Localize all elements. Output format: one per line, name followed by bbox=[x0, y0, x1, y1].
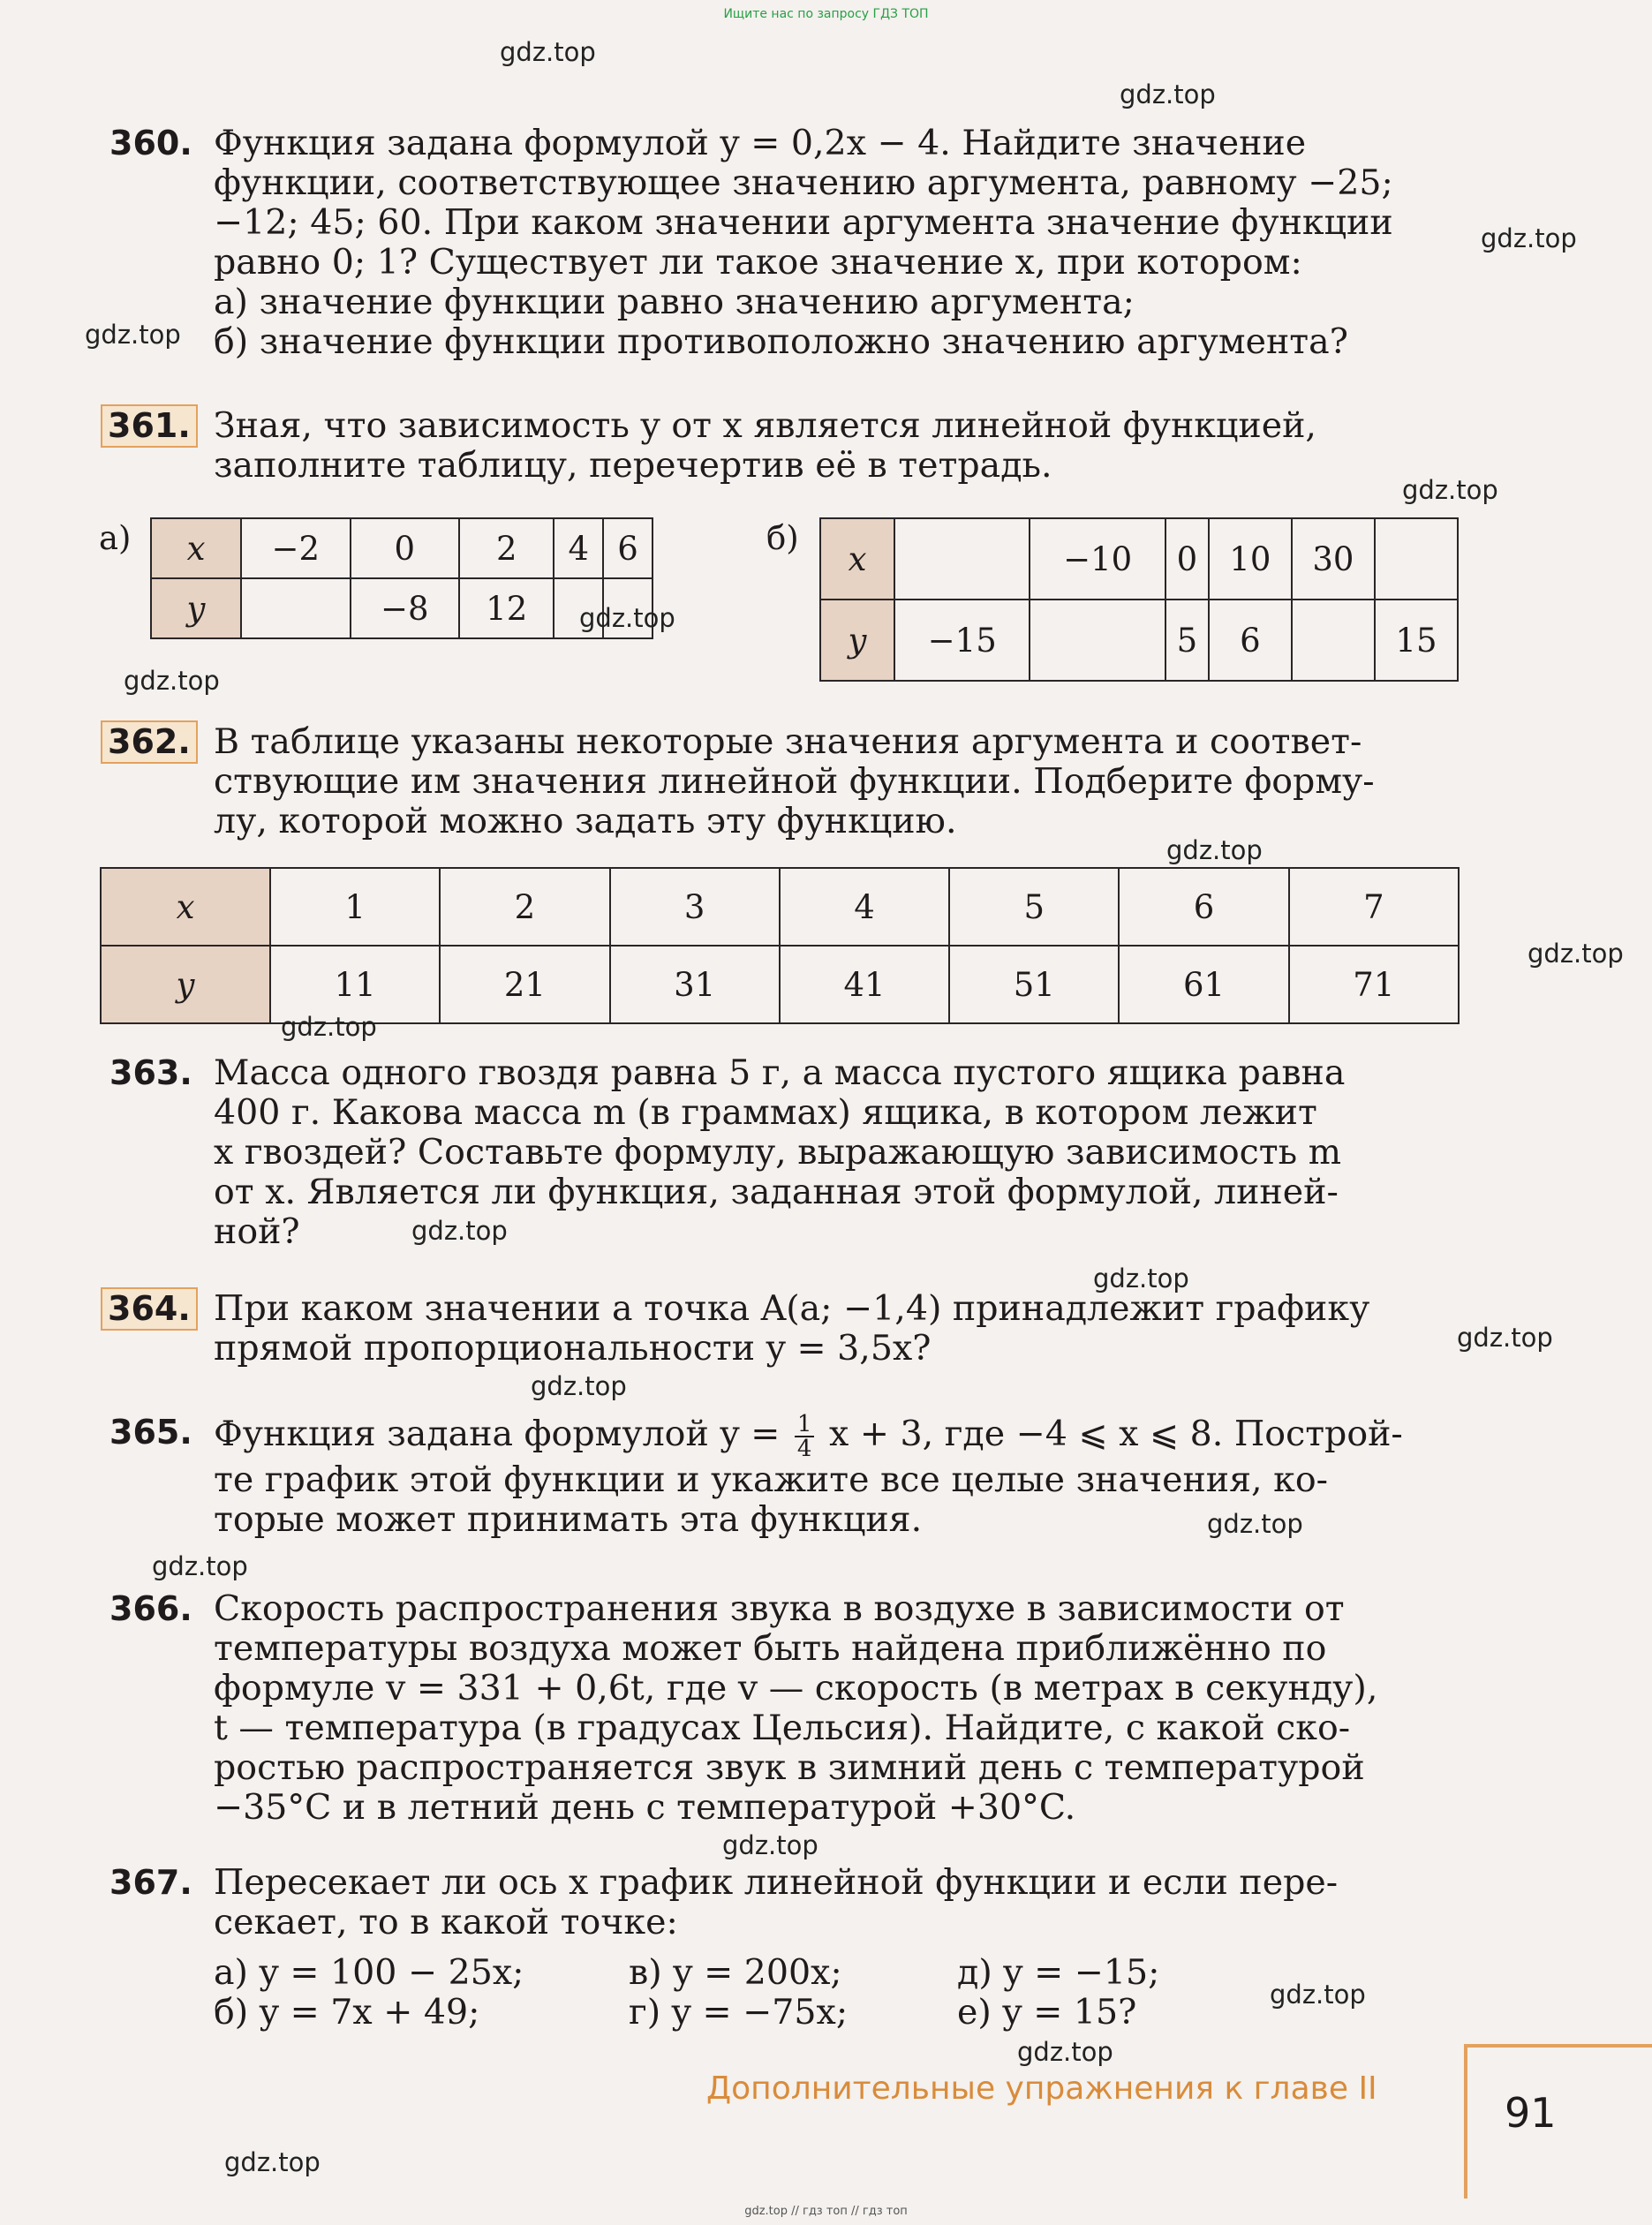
y-header: y bbox=[101, 946, 270, 1023]
table-cell: 0 bbox=[1165, 518, 1209, 600]
exercise-number: 367. bbox=[109, 1863, 192, 1902]
text-line: лу, которой можно задать эту функцию. bbox=[214, 801, 957, 841]
table-cell: 1 bbox=[270, 868, 440, 946]
exercise-text bbox=[214, 1589, 1460, 1828]
x-header: x bbox=[101, 868, 270, 946]
text-line bbox=[214, 1413, 1460, 1460]
table-cell: −10 bbox=[1030, 518, 1165, 600]
table-cell: 51 bbox=[949, 946, 1119, 1023]
text-line: 400 г. Какова масса m (в граммах) ящика, в котором лежит bbox=[214, 1092, 1317, 1133]
watermark: gdz.top bbox=[1402, 475, 1498, 505]
table-362 bbox=[100, 867, 1460, 1024]
watermark: gdz.top bbox=[1481, 223, 1577, 253]
text-line: t — температура (в градусах Цельсия). Найдите, с какой ско- bbox=[214, 1708, 1351, 1748]
option-a: а) y = 100 − 25x; bbox=[214, 1952, 524, 1993]
exercise-360 bbox=[109, 124, 1460, 362]
table-cell: 10 bbox=[1209, 518, 1292, 600]
exercise-text bbox=[214, 406, 1460, 486]
table-cell: −8 bbox=[351, 578, 460, 638]
exercise-number: 362. bbox=[101, 720, 198, 764]
fraction bbox=[795, 1413, 815, 1460]
fraction-denominator: 4 bbox=[796, 1436, 812, 1462]
watermark: gdz.top bbox=[1457, 1323, 1553, 1353]
text-line: от x. Является ли функция, заданная этой формулой, линей- bbox=[214, 1172, 1339, 1212]
exercise-number: 361. bbox=[101, 404, 198, 448]
table-361a bbox=[150, 517, 653, 639]
table-cell: 2 bbox=[440, 868, 609, 946]
watermark: gdz.top bbox=[1270, 1980, 1366, 2010]
table-cell: 41 bbox=[780, 946, 949, 1023]
table-cell: 71 bbox=[1289, 946, 1459, 1023]
table-cell: −2 bbox=[241, 518, 351, 578]
text-line: заполните таблицу, перечертив её в тетрадь. bbox=[214, 445, 1052, 486]
table-cell: 0 bbox=[351, 518, 460, 578]
exercise-number: 363. bbox=[109, 1053, 192, 1092]
text-line: В таблице указаны некоторые значения аргумента и соответ- bbox=[214, 721, 1362, 762]
formula-start: Функция задана формулой y = bbox=[214, 1414, 781, 1454]
watermark: gdz.top bbox=[1093, 1263, 1189, 1294]
fraction-numerator: 1 bbox=[795, 1413, 815, 1437]
watermark: gdz.top bbox=[152, 1551, 248, 1581]
watermark: gdz.top bbox=[579, 603, 675, 633]
text-line: x гвоздей? Составьте формулу, выражающую зависимость m bbox=[214, 1132, 1342, 1173]
footer-rule bbox=[1464, 2044, 1652, 2048]
text-line: формуле v = 331 + 0,6t, где v — скорость (в метрах в секунду), bbox=[214, 1668, 1378, 1708]
table-cell: 5 bbox=[949, 868, 1119, 946]
exercise-text bbox=[214, 1053, 1460, 1252]
formula-end: x + 3, где −4 ⩽ x ⩽ 8. Построй- bbox=[829, 1414, 1403, 1454]
table-cell: 7 bbox=[1289, 868, 1459, 946]
text-line: Скорость распространения звука в воздухе в зависимости от bbox=[214, 1588, 1345, 1629]
table-cell bbox=[894, 518, 1030, 600]
exercise-364 bbox=[109, 1289, 1460, 1369]
watermark: gdz.top bbox=[85, 320, 181, 350]
table-cell: 61 bbox=[1119, 946, 1288, 1023]
table-cell: 12 bbox=[459, 578, 554, 638]
text-line: те график этой функции и укажите все целые значения, ко- bbox=[214, 1459, 1328, 1500]
text-line: При каком значении a точка A(a; −1,4) принадлежит графику bbox=[214, 1288, 1370, 1329]
watermark: gdz.top bbox=[1207, 1509, 1303, 1539]
exercise-number: 366. bbox=[109, 1589, 192, 1628]
text-line: ной? bbox=[214, 1211, 300, 1252]
option-d: д) y = −15; bbox=[957, 1952, 1160, 1993]
exercise-text bbox=[214, 1863, 1460, 1942]
text-line: Зная, что зависимость y от x является линейной функцией, bbox=[214, 405, 1316, 446]
table-cell: 30 bbox=[1292, 518, 1375, 600]
table-361b bbox=[819, 517, 1459, 682]
exercise-text bbox=[214, 124, 1460, 362]
exercise-363 bbox=[109, 1053, 1460, 1252]
watermark: gdz.top bbox=[1120, 79, 1216, 109]
watermark: gdz.top bbox=[224, 2147, 321, 2177]
table-cell bbox=[241, 578, 351, 638]
y-header: y bbox=[151, 578, 241, 638]
watermark: gdz.top bbox=[500, 37, 596, 67]
text-line: секает, то в какой точке: bbox=[214, 1902, 678, 1942]
table-cell: 4 bbox=[780, 868, 949, 946]
bottom-banner: gdz.top // гдз топ // гдз топ bbox=[744, 2205, 908, 2218]
text-line: прямой пропорциональности y = 3,5x? bbox=[214, 1328, 932, 1369]
options-367 bbox=[214, 1953, 1273, 2033]
watermark: gdz.top bbox=[1166, 835, 1263, 865]
text-line: −12; 45; 60. При каком значении аргумента значение функции bbox=[214, 202, 1393, 243]
text-line: ростью распространяется звук в зимний день с температурой bbox=[214, 1747, 1365, 1788]
chapter-footer: Дополнительные упражнения к главе II bbox=[706, 2070, 1377, 2107]
table-cell: 6 bbox=[1209, 600, 1292, 681]
text-line: функции, соответствующее значению аргумента, равному −25; bbox=[214, 162, 1393, 203]
text-line: а) значение функции равно значению аргумента; bbox=[214, 282, 1135, 322]
x-header: x bbox=[820, 518, 894, 600]
option-v: в) y = 200x; bbox=[629, 1952, 842, 1993]
table-cell: 2 bbox=[459, 518, 554, 578]
text-line: −35°C и в летний день с температурой +30°C. bbox=[214, 1787, 1076, 1828]
exercise-362 bbox=[109, 722, 1460, 841]
exercise-361 bbox=[109, 406, 1460, 486]
text-line: температуры воздуха может быть найдена приближённо по bbox=[214, 1628, 1327, 1669]
watermark: gdz.top bbox=[1017, 2037, 1113, 2067]
text-line: Пересекает ли ось x график линейной функции и если пере- bbox=[214, 1862, 1339, 1903]
table-cell: 3 bbox=[610, 868, 780, 946]
option-e: е) y = 15? bbox=[957, 1992, 1137, 2033]
table-cell: 15 bbox=[1375, 600, 1458, 681]
watermark: gdz.top bbox=[281, 1012, 377, 1042]
table-cell: 6 bbox=[603, 518, 653, 578]
y-header: y bbox=[820, 600, 894, 681]
table-cell: 21 bbox=[440, 946, 609, 1023]
table-cell: 6 bbox=[1119, 868, 1288, 946]
watermark: gdz.top bbox=[722, 1830, 818, 1860]
text-line: Функция задана формулой y = 0,2x − 4. Найдите значение bbox=[214, 123, 1307, 163]
text-line: торые может принимать эта функция. bbox=[214, 1499, 923, 1540]
table-cell: 31 bbox=[610, 946, 780, 1023]
exercise-text bbox=[214, 722, 1460, 841]
text-line: б) значение функции противоположно значению аргумента? bbox=[214, 321, 1348, 362]
table-cell: 5 bbox=[1165, 600, 1209, 681]
exercise-number: 365. bbox=[109, 1413, 192, 1452]
x-header: x bbox=[151, 518, 241, 578]
watermark: gdz.top bbox=[1528, 939, 1624, 969]
page-number: 91 bbox=[1505, 2089, 1557, 2137]
exercise-367 bbox=[109, 1863, 1460, 1942]
option-b: б) y = 7x + 49; bbox=[214, 1992, 480, 2033]
text-line: Масса одного гвоздя равна 5 г, а масса пустого ящика равна bbox=[214, 1052, 1346, 1093]
top-banner: Ищите нас по запросу ГДЗ ТОП bbox=[723, 7, 929, 21]
table-cell bbox=[1292, 600, 1375, 681]
table-cell: 11 bbox=[270, 946, 440, 1023]
exercise-text bbox=[214, 1289, 1460, 1369]
table-cell: −15 bbox=[894, 600, 1030, 681]
text-line: ствующие им значения линейной функции. Подберите форму- bbox=[214, 761, 1375, 802]
table-cell bbox=[1375, 518, 1458, 600]
footer-rule-vertical bbox=[1464, 2044, 1467, 2199]
watermark: gdz.top bbox=[531, 1371, 627, 1401]
option-g: г) y = −75x; bbox=[629, 1992, 849, 2033]
text-line: равно 0; 1? Существует ли такое значение x, при котором: bbox=[214, 242, 1302, 283]
watermark: gdz.top bbox=[124, 666, 220, 696]
table-cell bbox=[1030, 600, 1165, 681]
table-a-label: а) bbox=[99, 519, 132, 557]
exercise-number: 364. bbox=[101, 1287, 198, 1331]
exercise-366 bbox=[109, 1589, 1460, 1828]
watermark: gdz.top bbox=[411, 1216, 508, 1246]
table-b-label: б) bbox=[766, 519, 799, 557]
table-cell: 4 bbox=[554, 518, 603, 578]
exercise-number: 360. bbox=[109, 124, 192, 162]
